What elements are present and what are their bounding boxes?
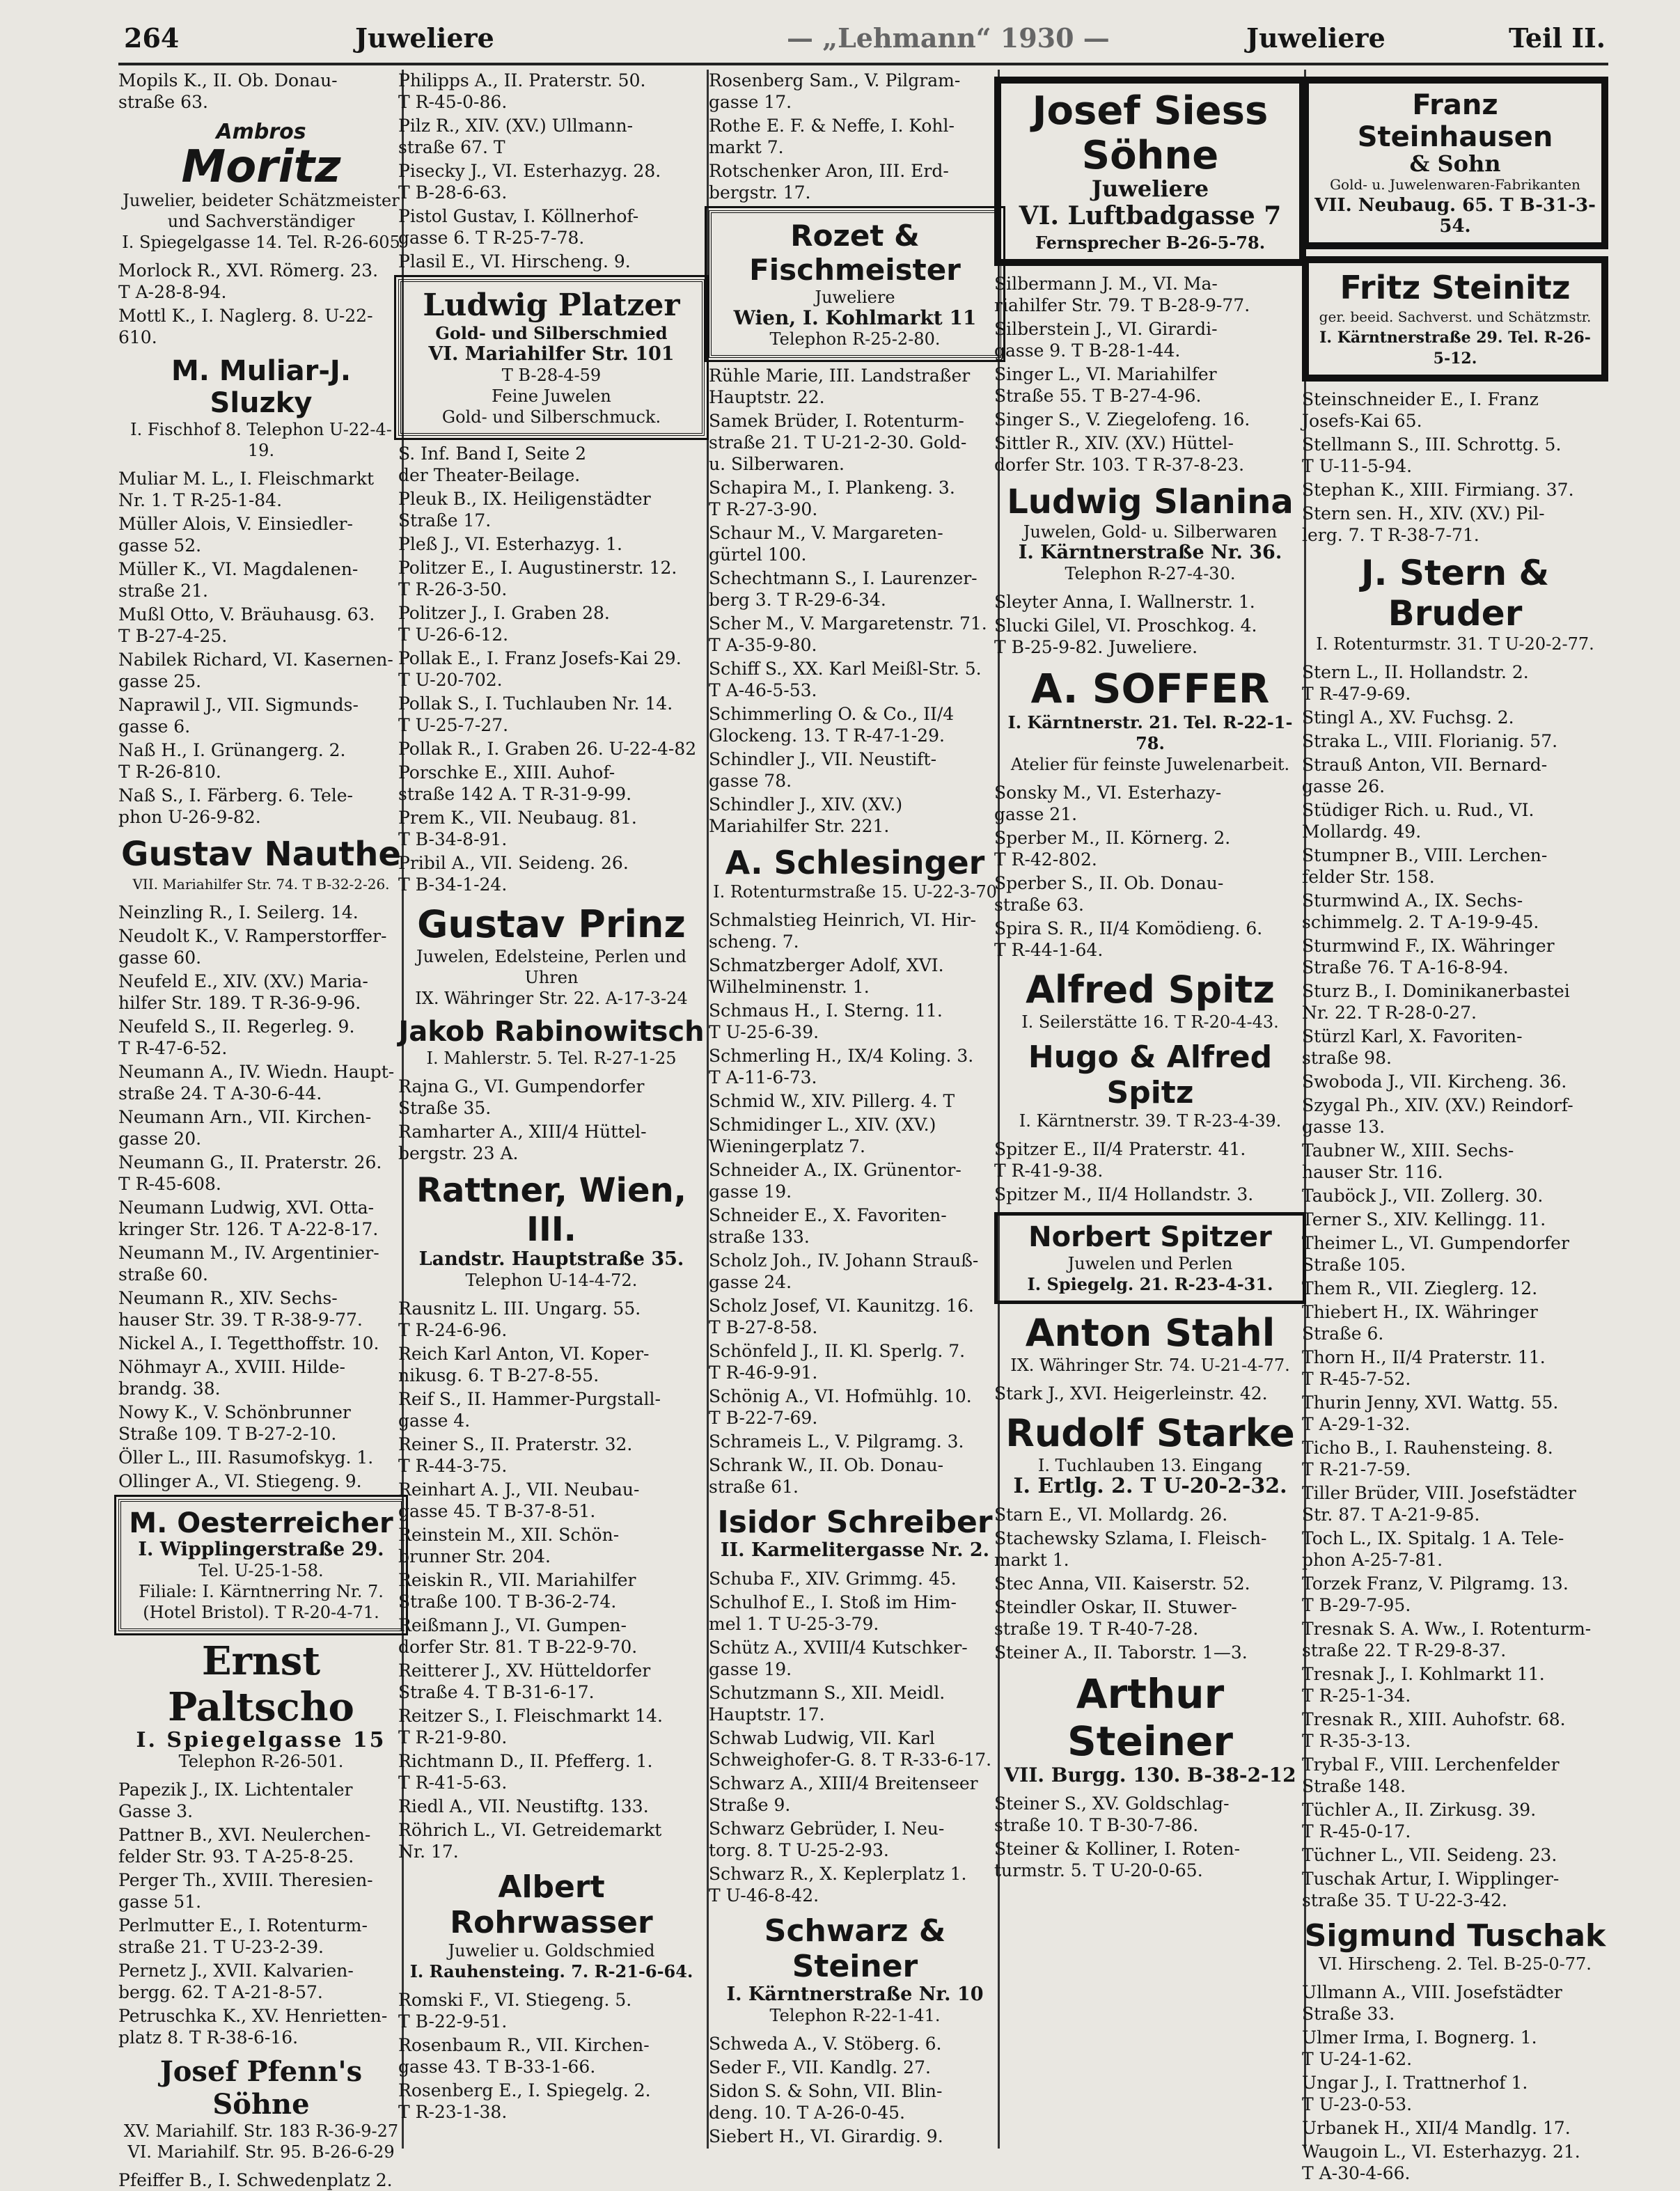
ad-rudolf-starke xyxy=(994,1411,1306,1497)
ad-line: I. Kärntnerstr. 39. T R-23-4-39. xyxy=(1019,1111,1282,1131)
ad-line: I. Fischhof 8. Telephon U-22-4-19. xyxy=(130,420,392,460)
ad-title: Rattner, Wien, III. xyxy=(416,1171,686,1249)
entry: Stumpner B., VIII. Lerchen- felder Str. 158. xyxy=(1302,845,1548,887)
entry: Reiner S., II. Praterstr. 32. T R-44-3-75. xyxy=(398,1434,633,1476)
entry: Sonsky M., VI. Esterhazy- gasse 21. xyxy=(994,783,1222,824)
entry: Spitzer E., II/4 Praterstr. 41. T R-41-9-38. xyxy=(994,1139,1246,1181)
entry: Pistol Gustav, I. Köllnerhof- gasse 6. T R-25-7-78. xyxy=(398,206,639,248)
entry: Schwarz R., X. Keplerplatz 1. T U-46-8-42. xyxy=(709,1864,967,1906)
entry: Spira S. R., II/4 Komödieng. 6. T R-44-1-64. xyxy=(994,918,1263,960)
entry: Rühle Marie, III. Landstraßer Hauptstr. 22. xyxy=(709,366,971,407)
entry: Stachewsky Szlama, I. Fleisch- markt 1. xyxy=(994,1528,1267,1570)
entry: Schrank W., II. Ob. Donau- straße 61. xyxy=(709,1455,944,1497)
ad-title: Isidor Schreiber xyxy=(717,1505,993,1540)
entry: Theimer L., VI. Gumpendorfer Straße 105. xyxy=(1302,1233,1569,1275)
entry: Steiner & Kolliner, I. Roten- turmstr. 5. T U-20-0-65. xyxy=(994,1839,1241,1880)
ad-line: I. Spiegelgasse 15 xyxy=(136,1728,386,1752)
entry: Tüchner L., VII. Seideng. 23. xyxy=(1302,1845,1557,1865)
ad-line: I. Rauhensteing. 7. R-21-6-64. xyxy=(409,1961,693,1981)
entry: Singer L., VI. Mariahilfer Straße 55. T B-27-4-96. xyxy=(994,364,1217,406)
entry: Reiskin R., VII. Mariahilfer Straße 100. T B-36-2-74. xyxy=(398,1570,636,1612)
entry: Politzer J., I. Graben 28. T U-26-6-12. xyxy=(398,603,610,645)
entry: Porschke E., XIII. Auhof- straße 142 A. T R-31-9-99. xyxy=(398,762,632,804)
entry: Sturmwind F., IX. Währinger Straße 76. T A-16-8-94. xyxy=(1302,936,1555,977)
entry: Reif S., II. Hammer-Purgstall- gasse 4. xyxy=(398,1389,661,1431)
entry: Reitterer J., XV. Hütteldorfer Straße 4. T B-31-6-17. xyxy=(398,1660,651,1702)
ad-title: Franz Steinhausen xyxy=(1357,89,1553,153)
ad-title: Gustav Prinz xyxy=(417,902,686,946)
ad-line: ger. beeid. Sachverst. und Schätzmstr. xyxy=(1319,308,1592,325)
entry: Seder F., VII. Kandlg. 27. xyxy=(709,2057,931,2078)
entry: Stark J., XVI. Heigerleinstr. 42. xyxy=(994,1383,1268,1404)
entry: Ticho B., I. Rauhensteing. 8. T R-21-7-59. xyxy=(1302,1438,1553,1479)
entry: Schmalstieg Heinrich, VI. Hir- scheng. 7. xyxy=(709,910,977,952)
entry: Naß S., I. Färberg. 6. Tele- phon U-26-9-82. xyxy=(118,785,353,827)
entry: Strauß Anton, VII. Bernard- gasse 26. xyxy=(1302,755,1548,796)
entry: Stürzl Karl, X. Favoriten- straße 98. xyxy=(1302,1026,1523,1068)
entry: Schimmerling O. & Co., II/4 Glockeng. 13. T R-47-1-29. xyxy=(709,704,955,746)
ad-alfred-spitz xyxy=(994,968,1306,1032)
entry: Nowy K., V. Schönbrunner Straße 109. T B-27-2-10. xyxy=(118,1402,351,1444)
entry: Tiller Brüder, VIII. Josefstädter Str. 87. T A-21-9-85. xyxy=(1302,1483,1576,1525)
ad-line: I. Spiegelg. 21. R-23-4-31. xyxy=(1027,1274,1273,1294)
entry: Rosenbaum R., VII. Kirchen- gasse 43. T B-33-1-66. xyxy=(398,2035,650,2077)
ad-title: Ludwig Slanina xyxy=(1007,482,1294,521)
ad-rozet xyxy=(709,210,1001,358)
entry: Sittler R., XIV. (XV.) Hüttel- dorfer Str. 103. T R-37-8-23. xyxy=(994,433,1245,475)
entry: S. Inf. Band I, Seite 2 der Theater-Beilage. xyxy=(398,443,587,485)
ad-siess xyxy=(994,77,1306,266)
entry: Rausnitz L. III. Ungarg. 55. T R-24-6-96. xyxy=(398,1298,641,1340)
entry: Pollak R., I. Graben 26. U-22-4-82 xyxy=(398,739,697,759)
header-publication: — „Lehmann“ 1930 — xyxy=(787,22,1110,54)
ad-title: Jakob Rabinowitsch xyxy=(398,1016,705,1048)
entry: Tuschak Artur, I. Wipplinger- straße 35. T U-22-3-42. xyxy=(1302,1869,1560,1910)
ad-line: IX. Währinger Str. 74. U-21-4-77. xyxy=(1010,1356,1290,1375)
entry: Morlock R., XVI. Römerg. 23. T A-28-8-94. xyxy=(118,260,379,302)
ad-line: VII. Mariahilfer Str. 74. T B-32-2-26. xyxy=(132,876,390,893)
entry: Taubner W., XIII. Sechs- hauser Str. 116. xyxy=(1302,1140,1514,1182)
ad-line: Filiale: I. Kärntnerring Nr. 7. (Hotel Bristol). T R-20-4-71. xyxy=(139,1582,384,1622)
ad-line: Telephon R-22-1-41. xyxy=(769,2006,941,2025)
entry: Steiner A., II. Taborstr. 1—3. xyxy=(994,1642,1248,1663)
ad-line: Wien, I. Kohlmarkt 11 xyxy=(733,306,977,329)
entry: Slucki Gilel, VI. Proschkog. 4. T B-25-9-82. Juweliere. xyxy=(994,615,1257,657)
ad-soffer xyxy=(994,665,1306,775)
ad-line: Juwelen, Gold- u. Silberwaren xyxy=(1023,522,1278,542)
entry: Pollak E., I. Franz Josefs-Kai 29. T U-20-702. xyxy=(398,648,682,690)
entry: Schweda A., V. Stöberg. 6. xyxy=(709,2034,942,2054)
entry: Reich Karl Anton, VI. Koper- nikusg. 6. T B-27-8-55. xyxy=(398,1344,650,1385)
entry: Neumann Ludwig, XVI. Otta- kringer Str. 126. T A-22-8-17. xyxy=(118,1197,379,1239)
ad-line: Landstr. Hauptstraße 35. xyxy=(418,1248,684,1270)
entry: Pernetz J., XVII. Kalvarien- bergg. 62. T A-21-8-57. xyxy=(118,1961,354,2002)
entry: Torzek Franz, V. Pilgramg. 13. T B-29-7-95. xyxy=(1302,1573,1569,1615)
ad-norbert-spitzer xyxy=(994,1212,1306,1304)
ad-line: I. Spiegelgasse 14. Tel. R-26-605 xyxy=(122,233,400,252)
entry: Perger Th., XVIII. Theresien- gasse 51. xyxy=(118,1870,373,1912)
ad-title: Albert Rohrwasser xyxy=(450,1869,653,1940)
ad-line: I. Seilerstätte 16. T R-20-4-43. xyxy=(1021,1012,1279,1032)
ad-line: Juwelen und Perlen xyxy=(1067,1254,1233,1273)
ad-line: & Sohn xyxy=(1409,150,1501,177)
ad-rohrwasser xyxy=(398,1869,705,1982)
entry: Schwarz Gebrüder, I. Neu- torg. 8. T U-25-2-93. xyxy=(709,1819,945,1860)
ad-line: IX. Währinger Str. 22. A-17-3-24 xyxy=(415,989,688,1008)
entry: Schmaus H., I. Sterng. 11. T U-25-6-39. xyxy=(709,1000,943,1042)
entry: Pleß J., VI. Esterhazyg. 1. xyxy=(398,534,622,554)
ad-steinitz xyxy=(1302,256,1608,382)
entry: Schindler J., VII. Neustift- gasse 78. xyxy=(709,749,937,791)
ad-line: I. Rotenturmstraße 15. U-22-3-70 xyxy=(713,882,997,902)
entry: Rotschenker Aron, III. Erd- bergstr. 17. xyxy=(709,161,949,203)
entry: Schulhof E., I. Stoß im Him- mel 1. T U-25-3-79. xyxy=(709,1592,957,1634)
entry: Stellmann S., III. Schrottg. 5. T U-11-5-94. xyxy=(1302,434,1562,476)
entry: Mottl K., I. Naglerg. 8. U-22-610. xyxy=(118,306,373,347)
entry: Pattner B., XVI. Neulerchen- felder Str. 93. T A-25-8-25. xyxy=(118,1825,371,1867)
ad-title: Hugo & Alfred Spitz xyxy=(1028,1039,1273,1110)
entry: Neumann Arn., VII. Kirchen- gasse 20. xyxy=(118,1107,372,1149)
ad-line: Tel. U-25-1-58. xyxy=(198,1561,324,1580)
ad-line: Juweliere xyxy=(815,288,895,307)
column-4 xyxy=(994,70,1306,2149)
ad-title: M. Oesterreicher xyxy=(129,1507,393,1539)
ad-moritz xyxy=(118,120,404,253)
entry: Papezik J., IX. Lichtentaler Gasse 3. xyxy=(118,1780,353,1821)
ad-line: I. Wipplingerstraße 29. xyxy=(138,1539,384,1560)
ad-line: VII. Burgg. 130. B-38-2-12 xyxy=(1004,1764,1296,1786)
entry: Pollak S., I. Tuchlauben Nr. 14. T U-25-7-27. xyxy=(398,693,673,735)
page-header xyxy=(118,17,1608,65)
entry: Schmerling H., IX/4 Koling. 3. T A-11-6-73. xyxy=(709,1046,974,1087)
entry: Sperber S., II. Ob. Donau- straße 63. xyxy=(994,873,1224,915)
ad-pfenn xyxy=(118,2055,404,2162)
ad-title: Alfred Spitz xyxy=(1026,968,1275,1012)
entry: Reinstein M., XII. Schön- brunner Str. 204. xyxy=(398,1525,620,1566)
entry: Schuba F., XIV. Grimmg. 45. xyxy=(709,1569,957,1589)
entry: Ungar J., I. Trattnerhof 1. T U-23-0-53. xyxy=(1302,2073,1528,2114)
ad-title: Rozet & Fischmeister xyxy=(749,219,961,287)
ad-line: I. Kärntnerstraße 29. Tel. R-26-5-12. xyxy=(1319,329,1591,368)
entry: Ramharter A., XIII/4 Hüttel- bergstr. 23 A. xyxy=(398,1122,647,1163)
entry: Prem K., VII. Neubaug. 81. T B-34-8-91. xyxy=(398,808,637,849)
entry: Scholz Joh., IV. Johann Strauß- gasse 24. xyxy=(709,1250,979,1292)
ad-line: I. Ertlg. 2. T U-20-2-32. xyxy=(1013,1474,1287,1498)
ad-line: Juwelier, beideter Schätzmeister und Sachverständiger xyxy=(123,191,400,231)
ad-line: Fernsprecher B-26-5-78. xyxy=(1035,233,1266,253)
entry: Spitzer M., II/4 Hollandstr. 3. xyxy=(994,1184,1254,1204)
ad-line: Gold- und Silberschmied xyxy=(435,323,668,343)
entry: Ulmer Irma, I. Bognerg. 1. T U-24-1-62. xyxy=(1302,2027,1537,2069)
ad-title: Moritz xyxy=(181,141,341,193)
entry: Tresnak J., I. Kohlmarkt 11. T R-25-1-34. xyxy=(1302,1664,1545,1706)
entry: Ullmann A., VIII. Josefstädter Straße 33. xyxy=(1302,1982,1562,2024)
ad-pre-title: Ambros xyxy=(216,120,306,144)
header-part: Teil II. xyxy=(1509,22,1606,54)
entry: Müller Alois, V. Einsiedler- gasse 52. xyxy=(118,514,353,556)
entry: Schmidinger L., XIV. (XV.) Wieningerplatz 7. xyxy=(709,1115,936,1156)
column-1 xyxy=(118,70,404,2190)
header-category-right: Juweliere xyxy=(1246,22,1385,54)
ad-title: M. Muliar-J. Sluzky xyxy=(171,355,352,419)
entry: Petruschka K., XV. Henrietten- platz 8. T R-38-6-16. xyxy=(118,2006,388,2048)
entry: Samek Brüder, I. Rotenturm- straße 21. T U-21-2-30. Gold- u. Silberwaren. xyxy=(709,411,967,474)
entry: Schapira M., I. Plankeng. 3. T R-27-3-90. xyxy=(709,478,955,519)
entry: Öller L., III. Rasumofskyg. 1. xyxy=(118,1447,374,1468)
entry: Pisecky J., VI. Esterhazyg. 28. T B-28-6-63. xyxy=(398,161,661,203)
ad-sigmund-tuschak xyxy=(1302,1918,1608,1974)
ad-nauthe xyxy=(118,835,404,895)
ad-anton-stahl xyxy=(994,1311,1306,1376)
entry: Neumann M., IV. Argentinier- straße 60. xyxy=(118,1243,379,1285)
ad-title: Anton Stahl xyxy=(1025,1311,1275,1355)
entry: Terner S., XIV. Kellingg. 11. xyxy=(1302,1209,1546,1230)
ad-line: Telephon R-25-2-80. xyxy=(769,329,941,349)
entry: Neufeld S., II. Regerleg. 9. T R-47-6-52. xyxy=(118,1016,355,1058)
entry: Stern L., II. Hollandstr. 2. T R-47-9-69. xyxy=(1302,662,1529,704)
entry: Perlmutter E., I. Rotenturm- straße 21. T U-23-2-39. xyxy=(118,1915,368,1957)
ad-title: A. SOFFER xyxy=(1030,665,1270,712)
entry: Waugoin L., VI. Esterhazyg. 21. T A-30-4-66. xyxy=(1302,2142,1580,2183)
entry: Urbanek H., XII/4 Mandlg. 17. xyxy=(1302,2118,1571,2138)
ad-title: A. Schlesinger xyxy=(725,844,985,881)
entry: Schaur M., V. Margareten- gürtel 100. xyxy=(709,523,943,565)
entry: Schmatzberger Adolf, XVI. Wilhelminenstr. 1. xyxy=(709,955,944,997)
entry: Stern sen. H., XIV. (XV.) Pil- lerg. 7. T R-38-7-71. xyxy=(1302,503,1545,545)
entry: Swoboda J., VII. Kircheng. 36. xyxy=(1302,1071,1567,1092)
ad-line: Telephon R-26-501. xyxy=(178,1752,344,1771)
column-5 xyxy=(1302,70,1608,2183)
entry: Nickel A., I. Tegetthoffstr. 10. xyxy=(118,1333,379,1353)
entry: Rosenberg E., I. Spiegelg. 2. T R-23-1-38. xyxy=(398,2080,651,2122)
ad-line: Atelier für feinste Juwelenarbeit. xyxy=(1010,755,1290,774)
entry: Szygal Ph., XIV. (XV.) Reindorf- gasse 13. xyxy=(1302,1095,1573,1137)
entry: Müller K., VI. Magdalenen- straße 21. xyxy=(118,559,359,601)
entry: Schneider E., X. Favoriten- straße 133. xyxy=(709,1205,947,1247)
entry: Silbermann J. M., VI. Ma- riahilfer Str. 79. T B-28-9-77. xyxy=(994,274,1250,315)
ad-title: Fritz Steinitz xyxy=(1340,269,1571,306)
entry: Röhrich L., VI. Getreidemarkt Nr. 17. xyxy=(398,1820,662,1862)
entry: Neudolt K., V. Ramperstorffer- gasse 60. xyxy=(118,926,387,968)
entry: Tüchler A., II. Zirkusg. 39. T R-45-0-17. xyxy=(1302,1800,1537,1841)
ad-line: T B-28-4-59 Feine Juwelen Gold- und Silberschmuck. xyxy=(441,366,661,427)
entry: Neumann R., XIV. Sechs- hauser Str. 39. T R-38-9-77. xyxy=(118,1288,363,1330)
ad-title: J. Stern & Bruder xyxy=(1360,553,1550,634)
ad-title: Schwarz & Steiner xyxy=(764,1913,946,1984)
entry: Pfeiffer B., I. Schwedenplatz 2. xyxy=(118,2170,393,2190)
entry: Steinschneider E., I. Franz Josefs-Kai 65. xyxy=(1302,389,1539,431)
ad-title: Arthur Steiner xyxy=(1067,1670,1233,1765)
ad-line: II. Karmelitergasse Nr. 2. xyxy=(720,1539,990,1561)
ad-line: I. Mahlerstr. 5. Tel. R-27-1-25 xyxy=(426,1049,677,1068)
entry: Neumann G., II. Praterstr. 26. T R-45-608. xyxy=(118,1152,382,1194)
ad-schreiber xyxy=(709,1505,1001,1561)
entry: Mußl Otto, V. Bräuhausg. 63. T B-27-4-25. xyxy=(118,604,375,646)
ad-arthur-steiner xyxy=(994,1670,1306,1786)
entry: Toch L., IX. Spitalg. 1 A. Tele- phon A-25-7-81. xyxy=(1302,1528,1564,1570)
ad-line: Juweliere xyxy=(1091,175,1209,202)
entry: Philipps A., II. Praterstr. 50. T R-45-0-86. xyxy=(398,70,646,112)
entry: Tresnak S. A. Ww., I. Rotenturm- straße 22. T R-29-8-37. xyxy=(1302,1619,1592,1660)
ad-title: Gustav Nauthe xyxy=(121,835,401,874)
ad-line: Juwelen, Edelsteine, Perlen und Uhren xyxy=(416,947,686,987)
entry: Reitzer S., I. Fleischmarkt 14. T R-21-9-80. xyxy=(398,1706,663,1748)
entry: Stec Anna, VII. Kaiserstr. 52. xyxy=(994,1573,1250,1594)
entry: Rothe E. F. & Neffe, I. Kohl- markt 7. xyxy=(709,116,955,157)
ad-hugo-alfred-spitz xyxy=(994,1039,1306,1131)
ad-title: Josef Pfenn's Söhne xyxy=(159,2055,363,2121)
entry: Sturz B., I. Dominikanerbastei Nr. 22. T R-28-0-27. xyxy=(1302,981,1570,1023)
ad-title: Ernst Paltscho xyxy=(168,1638,354,1730)
entry: Reinhart A. J., VII. Neubau- gasse 45. T B-37-8-51. xyxy=(398,1479,640,1521)
header-category-left: Juweliere xyxy=(355,22,494,54)
ad-schwarz-steiner xyxy=(709,1913,1001,2026)
entry: Schwarz A., XIII/4 Breitenseer Straße 9. xyxy=(709,1773,978,1815)
ad-platzer xyxy=(398,279,705,436)
ad-schlesinger xyxy=(709,844,1001,902)
entry: Stephan K., XIII. Firmiang. 37. xyxy=(1302,480,1574,500)
entry: Sleyter Anna, I. Wallnerstr. 1. xyxy=(994,592,1255,612)
ad-title: Sigmund Tuschak xyxy=(1304,1918,1606,1954)
entry: Naß H., I. Grünangerg. 2. T R-26-810. xyxy=(118,740,346,782)
ad-slanina xyxy=(994,482,1306,584)
entry: Singer S., V. Ziegelofeng. 16. xyxy=(994,409,1250,430)
column-3 xyxy=(709,70,1001,2149)
entry: Naprawil J., VII. Sigmunds- gasse 6. xyxy=(118,695,359,737)
entry: Plasil E., VI. Hirscheng. 9. xyxy=(398,251,631,272)
entry: Schiff S., XX. Karl Meißl-Str. 5. T A-46-5-53. xyxy=(709,659,982,700)
entry: Tresnak R., XIII. Auhofstr. 68. T R-35-3-13. xyxy=(1302,1709,1566,1751)
entry: Schindler J., XIV. (XV.) Mariahilfer Str. 221. xyxy=(709,794,903,836)
ad-line: I. Kärntnerstr. 21. Tel. R-22-1-78. xyxy=(1007,712,1293,753)
entry: Neumann A., IV. Wiedn. Haupt- straße 24. T A-30-6-44. xyxy=(118,1062,395,1104)
ad-line: VI. Luftbadgasse 7 xyxy=(1019,201,1282,230)
entry: Schütz A., XVIII/4 Kutschker- gasse 19. xyxy=(709,1638,968,1679)
ad-line: I. Kärntnerstraße Nr. 10 xyxy=(726,1984,984,2005)
entry: Silberstein J., VI. Girardi- gasse 9. T B-28-1-44. xyxy=(994,319,1218,361)
entry: Schönig A., VI. Hofmühlg. 10. T B-22-7-69. xyxy=(709,1386,972,1428)
entry: Mopils K., II. Ob. Donau- straße 63. xyxy=(118,70,338,112)
entry: Nabilek Richard, VI. Kasernen- gasse 25. xyxy=(118,650,393,691)
entry: Straka L., VIII. Florianig. 57. xyxy=(1302,731,1558,751)
ad-muliar xyxy=(118,355,404,461)
entry: Muliar M. L., I. Fleischmarkt Nr. 1. T R-25-1-84. xyxy=(118,469,375,510)
entry: Rosenberg Sam., V. Pilgram- gasse 17. xyxy=(709,70,961,112)
ad-title: Ludwig Platzer xyxy=(423,288,680,323)
entry: Thurin Jenny, XVI. Wattg. 55. T A-29-1-32. xyxy=(1302,1392,1559,1434)
entry: Trybal F., VIII. Lerchenfelder Straße 148. xyxy=(1302,1754,1560,1796)
entry: Steiner S., XV. Goldschlag- straße 10. T B-30-7-86. xyxy=(994,1793,1230,1835)
ad-rabinowitsch xyxy=(398,1016,705,1069)
ad-title: Josef Siess Söhne xyxy=(1032,88,1269,178)
ad-line: I. Rotenturmstr. 31. T U-20-2-77. xyxy=(1316,634,1594,654)
ad-line: VI. Mariahilfer Str. 101 xyxy=(428,343,675,365)
entry: Schneider A., IX. Grünentor- gasse 19. xyxy=(709,1160,961,1202)
entry: Neufeld E., XIV. (XV.) Maria- hilfer Str. 189. T R-36-9-96. xyxy=(118,971,368,1013)
entry: Schechtmann S., I. Laurenzer- berg 3. T R-29-6-34. xyxy=(709,568,978,610)
ad-line: I. Tuchlauben 13. Eingang xyxy=(1037,1456,1263,1475)
entry: Siebert H., VI. Girardig. 9. xyxy=(709,2126,943,2146)
entry: Steindler Oskar, II. Stuwer- straße 19. T R-40-7-28. xyxy=(994,1597,1237,1639)
ad-line: Telephon R-27-4-30. xyxy=(1065,564,1236,583)
entry: Schönfeld J., II. Kl. Sperlg. 7. T R-46-9-91. xyxy=(709,1341,966,1383)
entry: Politzer E., I. Augustinerstr. 12. T R-26-3-50. xyxy=(398,558,677,599)
ad-line: VII. Neubaug. 65. T B-31-3-54. xyxy=(1314,195,1596,237)
entry: Pilz R., XIV. (XV.) Ullmann- straße 67. T xyxy=(398,116,634,157)
page-number: 264 xyxy=(124,22,180,54)
entry: Nöhmayr A., XVIII. Hilde- brandg. 38. xyxy=(118,1357,345,1399)
entry: Pribil A., VII. Seideng. 26. T B-34-1-24. xyxy=(398,853,629,895)
entry: Schmid W., XIV. Pillerg. 4. T xyxy=(709,1091,955,1111)
entry: Sturmwind A., IX. Sechs- schimmelg. 2. T A-19-9-45. xyxy=(1302,890,1539,932)
entry: Reißmann J., VI. Gumpen- dorfer Str. 81. T B-22-9-70. xyxy=(398,1615,638,1657)
entry: Thorn H., II/4 Praterstr. 11. T R-45-7-52. xyxy=(1302,1347,1546,1389)
ad-line: Gold- u. Juwelenwaren-Fabrikanten xyxy=(1330,176,1580,193)
entry: Sperber M., II. Körnerg. 2. T R-42-802. xyxy=(994,828,1231,870)
ad-paltscho xyxy=(118,1638,404,1772)
entry: Pleuk B., IX. Heiligenstädter Straße 17. xyxy=(398,489,651,531)
ad-oesterreicher xyxy=(118,1499,404,1631)
entry: Scholz Josef, VI. Kaunitzg. 16. T B-27-8-58. xyxy=(709,1296,974,1337)
entry: Ollinger A., VI. Stiegeng. 9. xyxy=(118,1471,362,1491)
ad-line: VI. Hirscheng. 2. Tel. B-25-0-77. xyxy=(1319,1954,1592,1974)
ad-line: I. Kärntnerstraße Nr. 36. xyxy=(1018,542,1282,563)
ad-title: Norbert Spitzer xyxy=(1028,1221,1272,1253)
ad-prinz xyxy=(398,902,705,1009)
ad-stern-bruder xyxy=(1302,553,1608,654)
column-2 xyxy=(398,70,705,2149)
entry: Schrameis L., V. Pilgramg. 3. xyxy=(709,1431,964,1452)
entry: Tauböck J., VII. Zollerg. 30. xyxy=(1302,1186,1544,1206)
entry: Scher M., V. Margaretenstr. 71. T A-35-9-80. xyxy=(709,613,987,655)
entry: Schutzmann S., XII. Meidl. Hauptstr. 17. xyxy=(709,1683,945,1725)
ad-rattner xyxy=(398,1171,705,1291)
entry: Schwab Ludwig, VII. Karl Schweighofer-G. 8. T R-33-6-17. xyxy=(709,1728,992,1770)
ad-title: Rudolf Starke xyxy=(1005,1411,1295,1455)
entry: Sidon S. & Sohn, VII. Blin- deng. 10. T A-26-0-45. xyxy=(709,2081,943,2123)
entry: Stüdiger Rich. u. Rud., VI. Mollardg. 49. xyxy=(1302,800,1534,842)
entry: Thiebert H., IX. Währinger Straße 6. xyxy=(1302,1302,1538,1344)
entry: Rajna G., VI. Gumpendorfer Straße 35. xyxy=(398,1076,645,1118)
entry: Neinzling R., I. Seilerg. 14. xyxy=(118,902,359,922)
entry: Stingl A., XV. Fuchsg. 2. xyxy=(1302,707,1514,728)
ad-line: Juwelier u. Goldschmied xyxy=(448,1941,655,1961)
entry: Romski F., VI. Stiegeng. 5. T B-22-9-51. xyxy=(398,1990,632,2032)
entry: Richtmann D., II. Pfefferg. 1. T R-41-5-63. xyxy=(398,1751,653,1793)
ad-line: Telephon U-14-4-72. xyxy=(465,1271,638,1290)
entry: Riedl A., VII. Neustiftg. 133. xyxy=(398,1796,649,1816)
entry: Starn E., VI. Mollardg. 26. xyxy=(994,1505,1228,1525)
ad-steinhausen xyxy=(1302,77,1608,249)
ad-line: XV. Mariahilf. Str. 183 R-36-9-27 VI. Mariahilf. Str. 95. B-26-6-29 xyxy=(123,2121,399,2162)
entry: Them R., VII. Zieglerg. 12. xyxy=(1302,1278,1538,1298)
